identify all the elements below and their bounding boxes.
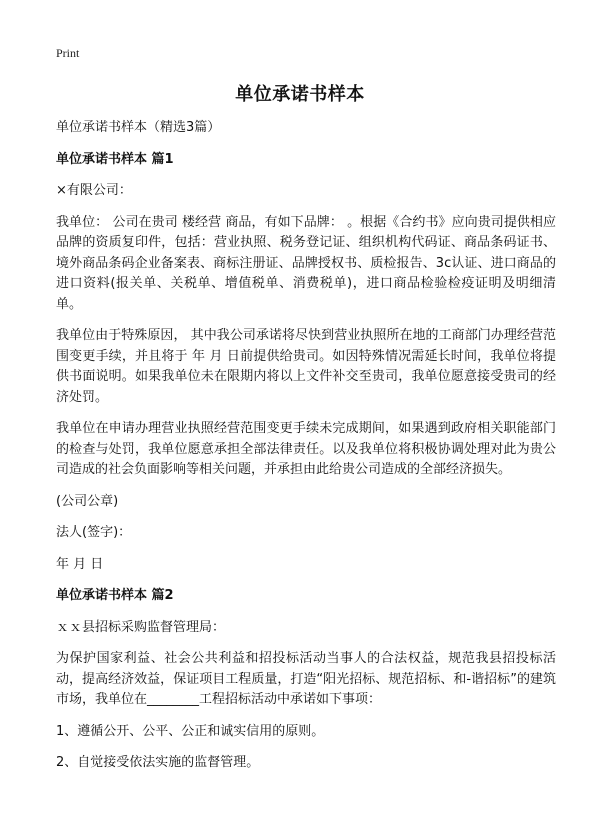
signature-line: 法人(签字)： xyxy=(56,525,132,540)
salutation: ｘｘ县招标采购监督管理局： xyxy=(56,619,226,635)
body-paragraph: 我单位由于特殊原因， 其中我公司承诺将尽快到营业执照所在地的工商部门办理经营范围变更手续，并且将于 年 月 日前提供给贵司。如因特殊情况需延长时间，我单位将提供书面说明。如果我单位未在限期内将以上文件补交至贵司，我单位愿意接受贵司的经济处罚。 xyxy=(56,328,556,405)
print-label: Print xyxy=(56,46,80,60)
document-title: 单位承诺书样本 xyxy=(235,84,365,105)
body-paragraph: 我单位： 公司在贵司 楼经营 商品，有如下品牌： 。根据《合约书》应向贵司提供相应品牌的资质复印件，包括：营业执照、税务登记证、组织机构代码证、商品条码证书、境外商品条码企业备案表、商标注册证、品牌授权书、质检报告、3c认证、进口商品的进口资料(报关单、关税单、增值税单、消费税单)，进口商品检验检疫证明及明细清单。 xyxy=(56,214,556,312)
document-body xyxy=(56,118,556,785)
section-heading: 单位承诺书样本 篇1 xyxy=(56,151,174,167)
date-line: 年 月 日 xyxy=(56,556,104,572)
salutation: ×有限公司： xyxy=(56,183,132,198)
body-paragraph: 为保护国家利益、社会公共利益和招投标活动当事人的合法权益，规范我县招投标活动，提高经济效益，保证项目工程质量，打造“阳光招标、规范招标、和-谐招标”的建筑市场，我单位在________工程招标活动中承诺如下事项： xyxy=(56,651,556,707)
company-seal-line: (公司公章) xyxy=(56,493,119,509)
section-heading: 单位承诺书样本 篇2 xyxy=(56,588,174,603)
document-subtitle: 单位承诺书样本（精选3篇） xyxy=(56,120,221,135)
list-item: 1、遵循公开、公平、公正和诚实信用的原则。 xyxy=(56,723,325,739)
list-item: 2、自觉接受依法实施的监督管理。 xyxy=(56,755,260,770)
body-paragraph: 我单位在申请办理营业执照经营范围变更手续未完成期间，如果遇到政府相关职能部门的检查与处罚，我单位愿意承担全部法律责任。以及我单位将积极协调处理对此为贵公司造成的社会负面影响等相关问题，并承担由此给贵公司造成的全部经济损失。 xyxy=(56,421,556,477)
